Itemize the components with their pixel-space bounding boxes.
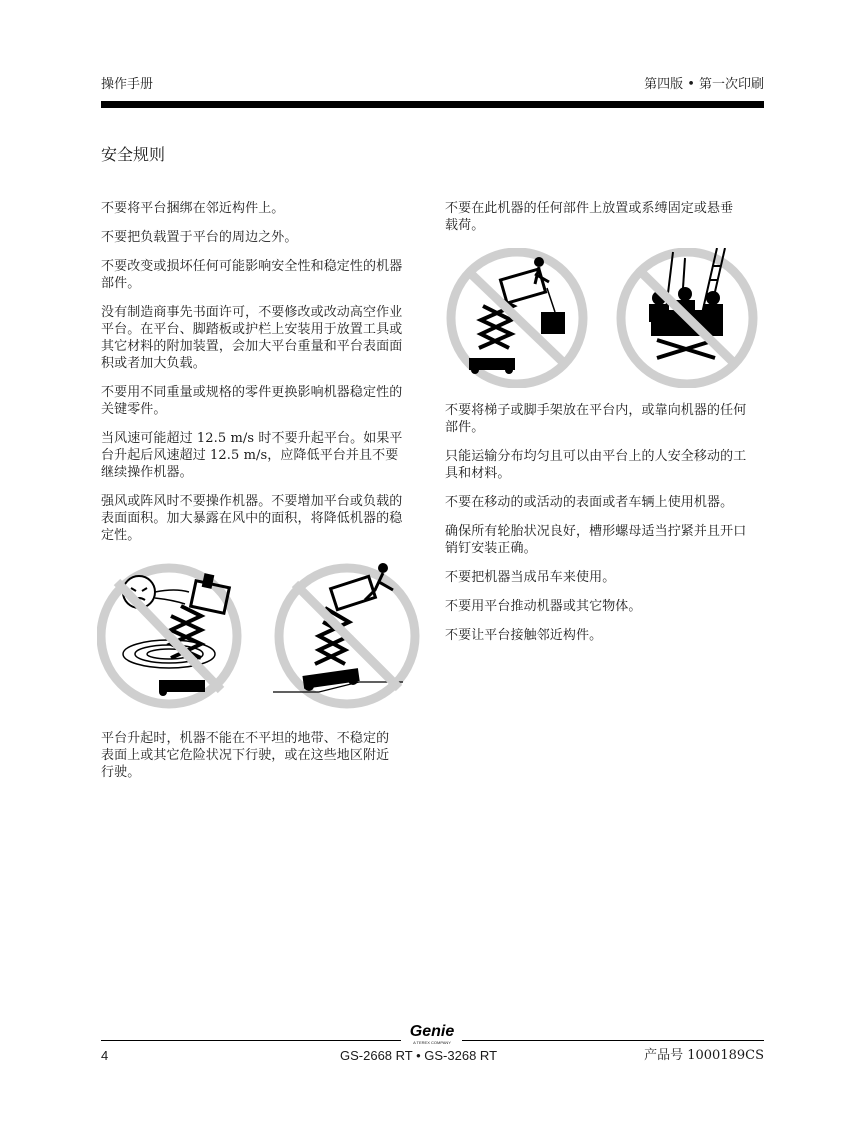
model-numbers: GS-2668 RT • GS-3268 RT — [340, 1048, 498, 1063]
rule-paragraph: 强风或阵风时不要操作机器。不要增加平台或负载的 表面面积。加大暴露在风中的面积，将降低机器的稳 定性。 — [101, 494, 403, 543]
rule-paragraph: 不要将梯子或脚手架放在平台内，或靠向机器的任何 部件。 — [445, 403, 747, 435]
right-column — [445, 200, 767, 656]
rule-paragraph: 确保所有轮胎状况良好，槽形螺母适当拧紧并且开口 销钉安装正确。 — [445, 524, 747, 556]
rule-paragraph: 不要用平台推动机器或其它物体。 — [445, 599, 642, 614]
rule-paragraph: 不要在移动的或活动的表面或者车辆上使用机器。 — [445, 495, 734, 510]
header-rule — [101, 101, 764, 108]
header-edition: 第四版 • 第一次印刷 — [644, 77, 764, 92]
genie-logo: Genie — [409, 1023, 455, 1040]
prohibited-wind-icon — [101, 568, 237, 704]
rule-paragraph: 只能运输分布均匀且可以由平台上的人安全移动的工 具和材料。 — [445, 449, 747, 481]
rule-paragraph: 不要让平台接触邻近构件。 — [445, 628, 603, 643]
rule-paragraph: 不要把机器当成吊车来使用。 — [445, 570, 616, 585]
prohibited-ladder-icon — [621, 248, 753, 384]
rule-paragraph: 不要把负载置于平台的周边之外。 — [101, 230, 298, 245]
page-number: 4 — [101, 1048, 109, 1063]
footer-rule-left — [101, 1040, 401, 1041]
section-title: 安全规则 — [101, 145, 166, 164]
rule-paragraph: 不要在此机器的任何部件上放置或系缚固定或悬垂 载荷。 — [445, 201, 734, 233]
rule-paragraph-terrain: 平台升起时，机器不能在不平坦的地带、不稳定的 表面上或其它危险状况下行驶，或在这些地区附近 行驶。 — [101, 731, 390, 780]
prohibited-hanging-load-icon — [451, 252, 583, 384]
rule-paragraph: 没有制造商事先书面许可，不要修改或改动高空作业 平台。在平台、脚踏板或护栏上安装用于放置工具或 其它材料的附加装置，会加大平台重量和平台表面面 积或者加大负载。 — [101, 305, 403, 371]
rule-paragraph: 不要用不同重量或规格的零件更换影响机器稳定性的 关键零件。 — [101, 385, 403, 417]
rule-paragraph: 不要改变或损坏任何可能影响安全性和稳定性的机器 部件。 — [101, 259, 403, 291]
prohibited-slope-drive-icon — [273, 563, 415, 704]
prohibition-illustrations-left — [97, 562, 427, 710]
left-column — [101, 200, 423, 793]
genie-logo-tagline: A TEREX COMPANY — [413, 1040, 451, 1045]
prohibition-illustrations-right — [445, 248, 767, 388]
footer-rule-right — [462, 1040, 764, 1041]
product-number: 产品号 1000189CS — [644, 1048, 764, 1063]
rule-paragraph: 当风速可能超过 12.5 m/s 时不要升起平台。如果平 台升起后风速超过 12.5 m/s，应降低平台并且不要 继续操作机器。 — [101, 431, 403, 480]
header-manual-title: 操作手册 — [101, 77, 154, 92]
rule-paragraph: 不要将平台捆绑在邻近构件上。 — [101, 201, 285, 216]
